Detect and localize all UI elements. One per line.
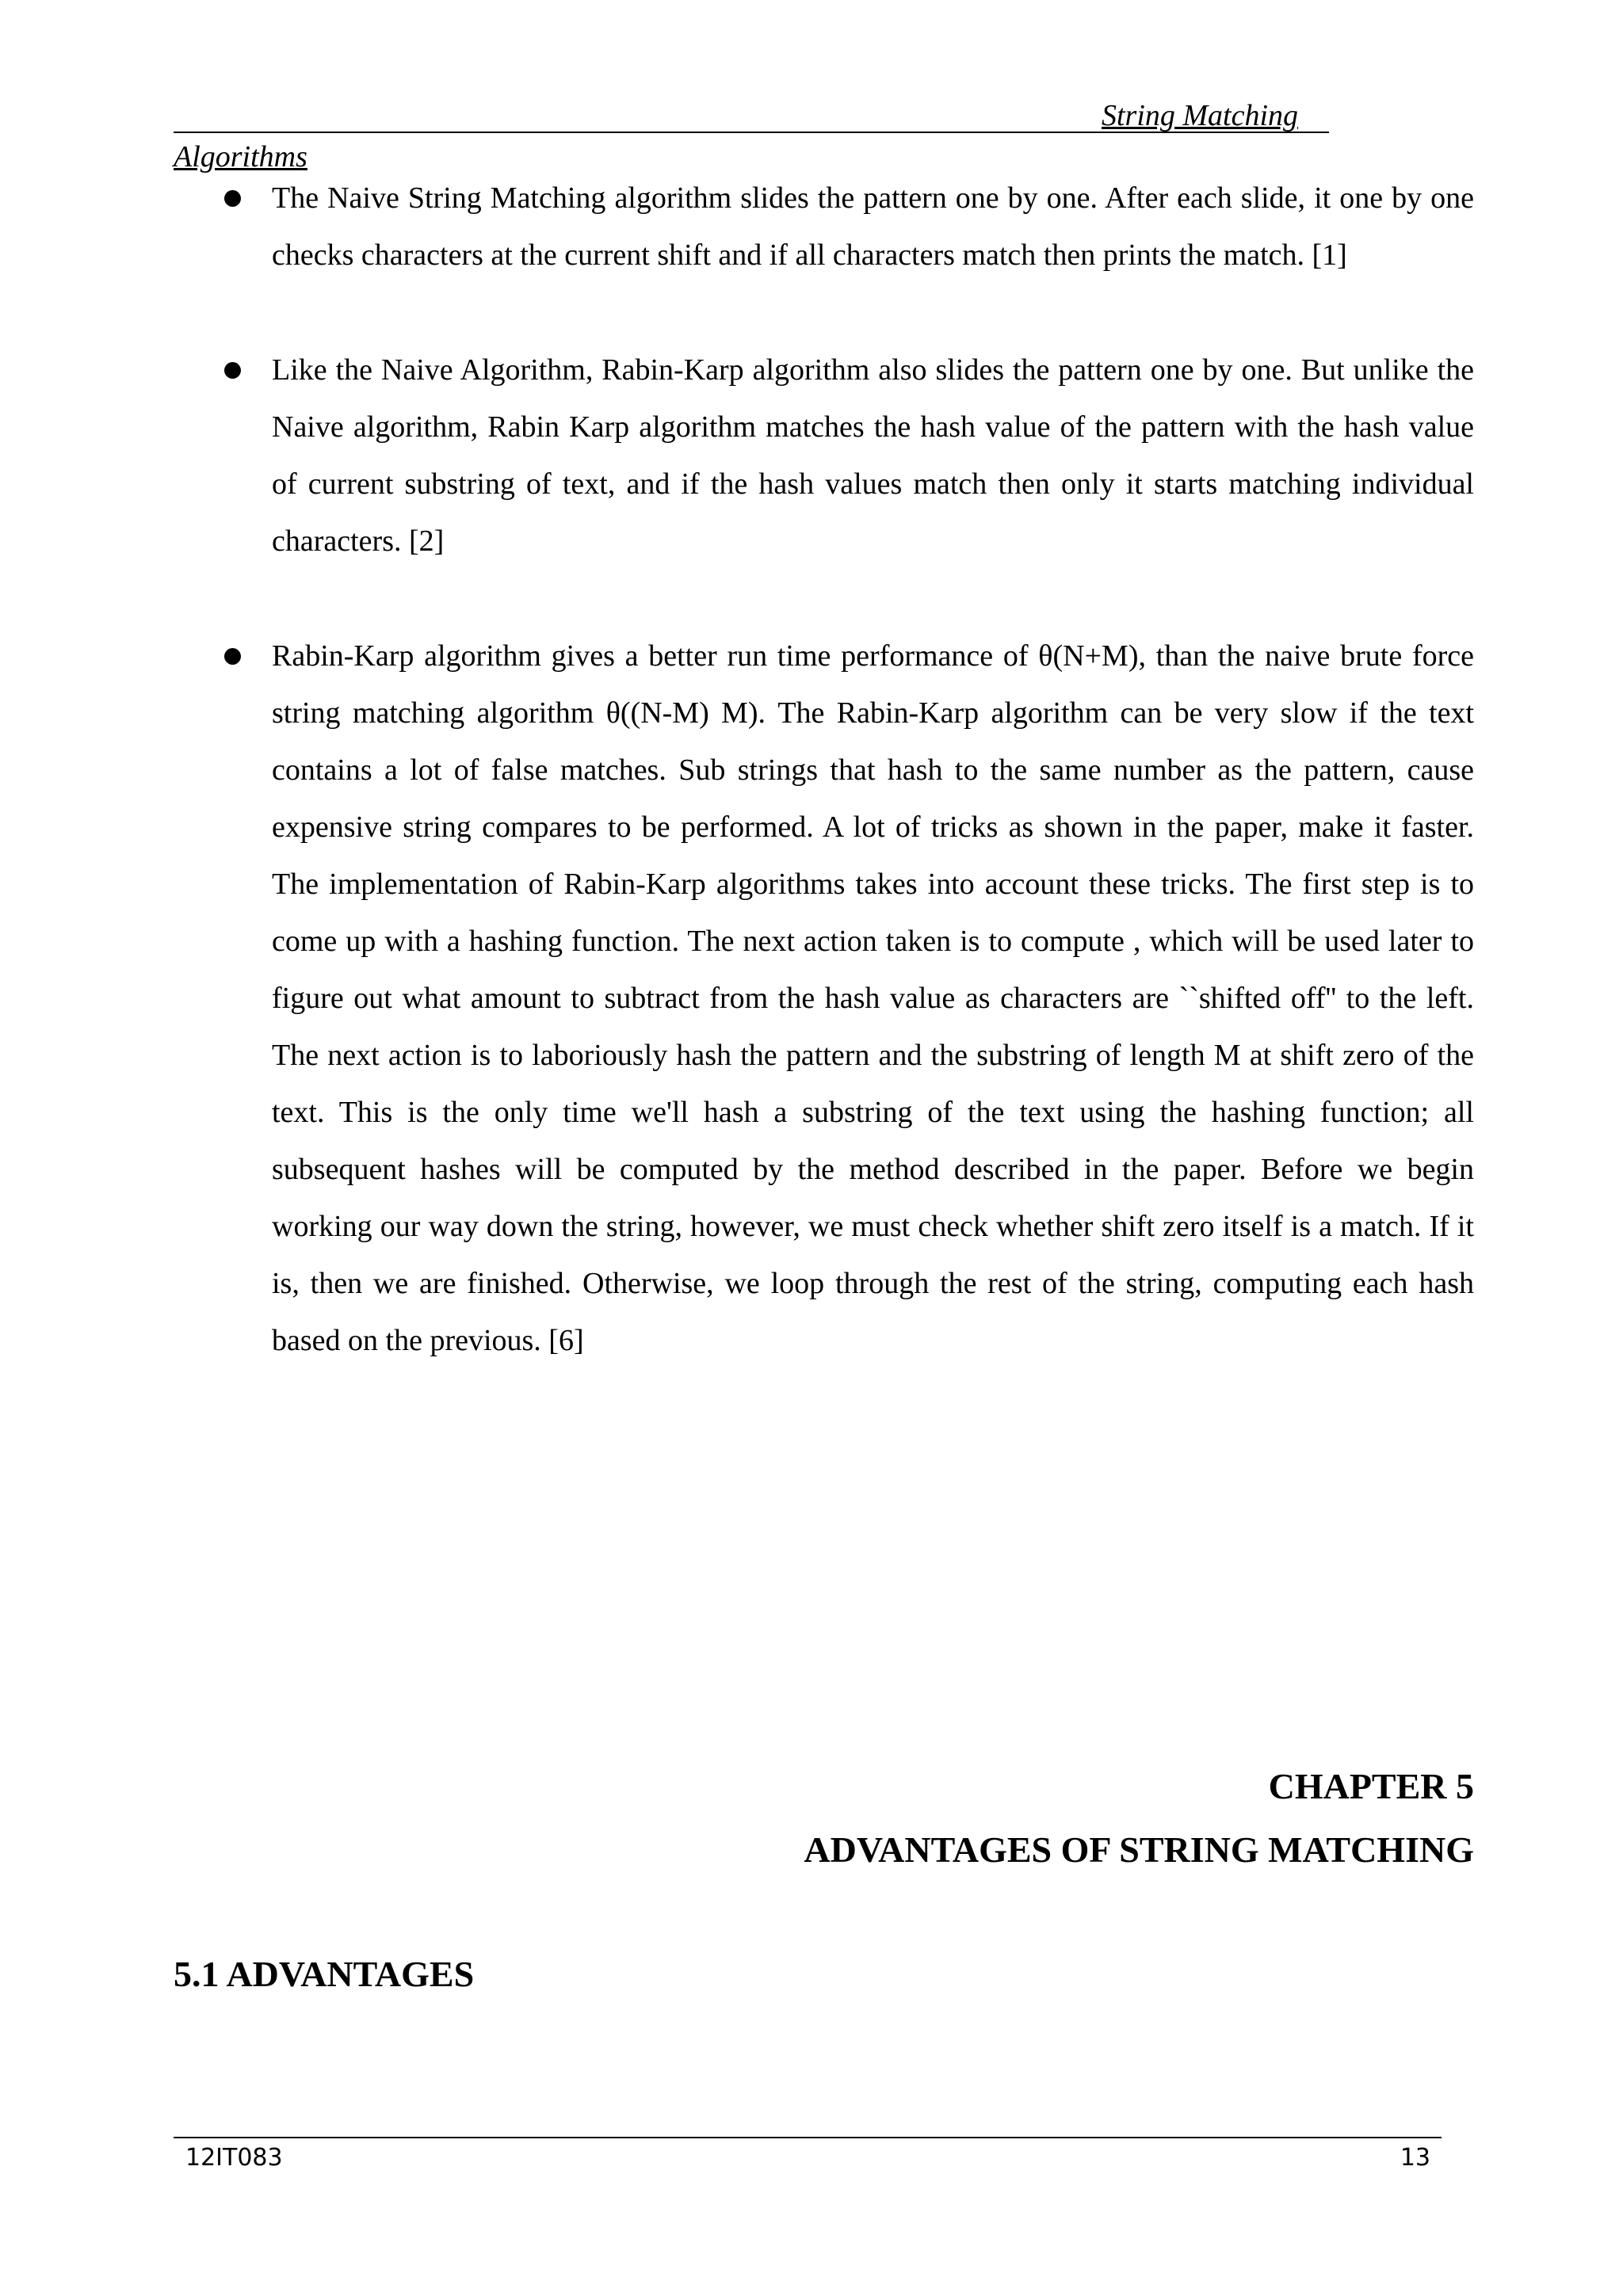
- bullet-text: The Naive String Matching algorithm slides the pattern one by one. After each slide, it one by one checks characters at the current shift and if all characters match then prints the match. [1]: [272, 181, 1474, 272]
- bullet-dot-icon: [224, 648, 241, 665]
- bullet-item-rabin-karp-performance: [174, 627, 1474, 1369]
- chapter-title: ADVANTAGES OF STRING MATCHING: [804, 1829, 1474, 1870]
- bullet-item-naive: [174, 170, 1474, 284]
- bullet-text: Like the Naive Algorithm, Rabin-Karp algorithm also slides the pattern one by one. But unlike the Naive algorithm, Rabin Karp algorithm matches the hash value of the pattern with the hash value of current substring of text, and if the hash values match then only it starts matching individual characters. [2]: [272, 353, 1474, 558]
- section-heading: 5.1 ADVANTAGES: [174, 1954, 475, 1994]
- bullet-dot-icon: [224, 362, 241, 379]
- footer-page-number: 13: [1400, 2144, 1430, 2172]
- footer-document-id: 12IT083: [185, 2144, 283, 2172]
- bullet-list: [174, 170, 1474, 1369]
- running-header-title: String Matching: [1102, 99, 1299, 132]
- bullet-item-rabin-karp-slide: [174, 341, 1474, 570]
- footer-rule: [174, 2137, 1442, 2138]
- header-rule: [174, 132, 1329, 133]
- chapter-number: CHAPTER 5: [1268, 1766, 1474, 1806]
- running-header-title-continued: Algorithms: [174, 140, 307, 174]
- bullet-text: Rabin-Karp algorithm gives a better run time performance of θ(N+M), than the naive brute force string matching algorithm θ((N-M) M). The Rabin-Karp algorithm can be very slow if the text contains a lot of false matches. Sub strings that hash to the same number as the pattern, cause expensive string compares to be performed. A lot of tricks as shown in the paper, make it faster. The implementation of Rabin-Karp algorithms takes into account these tricks. The first step is to come up with a hashing function. The next action taken is to compute , which will be used later to figure out what amount to subtract from the hash value as characters are ``shifted off'' to the left. The next action is to laboriously hash the pattern and the substring of length M at shift zero of the text. This is the only time we'll hash a substring of the text using the hashing function; all subsequent hashes will be computed by the method described in the paper. Before we begin working our way down the string, however, we must check whether shift zero itself is a match. If it is, then we are finished. Otherwise, we loop through the rest of the string, computing each hash based on the previous. [6]: [272, 639, 1474, 1357]
- bullet-dot-icon: [224, 190, 241, 207]
